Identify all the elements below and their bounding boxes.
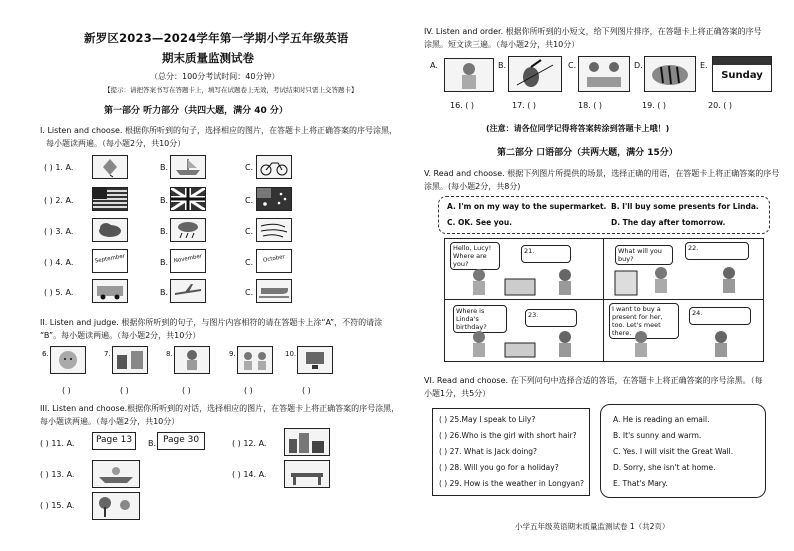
q11-label: ( ) 11. A. — [40, 439, 75, 448]
sunday-calendar — [712, 56, 772, 92]
usa-flag-picture — [92, 187, 128, 211]
q1-c-label: C. — [245, 163, 254, 172]
rainy-picture — [170, 218, 206, 242]
s3-instruction-2: 每小题读两遍。（每小题2分，共10分） — [40, 417, 180, 426]
s4-e-label: E. — [700, 61, 708, 70]
q8-number: 8. — [166, 350, 173, 358]
q4-c-label: C. — [245, 258, 254, 267]
s4-a-label: A. — [430, 61, 438, 70]
girl-reading-picture — [174, 346, 210, 374]
q19-blank: 19. ( ) — [642, 101, 667, 110]
q17-blank: 17. ( ) — [512, 101, 537, 110]
page-30-card — [157, 432, 205, 450]
q7-number: 7. — [104, 350, 111, 358]
november-card — [170, 249, 206, 273]
bubble-where-birthday: Where is Linda's birthday? — [453, 305, 507, 333]
kite-picture — [92, 155, 128, 179]
q11-b-label: B. — [148, 439, 157, 448]
cloudy-picture — [92, 218, 128, 242]
city-picture — [284, 428, 330, 456]
uk-flag-picture — [170, 187, 206, 211]
kids-drawing-picture — [578, 56, 630, 92]
plane-picture — [170, 279, 206, 303]
q3-label: ( ) 3. A. — [44, 227, 74, 236]
q13-label: ( ) 13. A. — [40, 470, 75, 479]
september-card-label: September — [94, 253, 126, 265]
s5-option-d: D. The day after tomorrow. — [611, 218, 726, 227]
bubble-number-24: 24. — [692, 309, 703, 317]
s6-questions-box — [432, 408, 590, 496]
q2-label: ( ) 2. A. — [44, 196, 74, 205]
boat-picture — [170, 155, 206, 179]
q4-label: ( ) 4. A. — [44, 258, 74, 267]
q28: ( ) 28. Will you go for a holiday? — [439, 463, 559, 472]
bubble-want-present: I want to buy a present for her, too. Let's meet there. — [609, 303, 679, 339]
q20-blank: 20. ( ) — [708, 101, 733, 110]
q14-label: ( ) 14. A. — [232, 470, 267, 479]
street-picture — [112, 346, 148, 374]
s5-option-c: C. OK. See you. — [447, 218, 513, 227]
part1-heading: 第一部分 听力部分（共四大题，满分 40 分） — [104, 106, 288, 116]
page-30-label: Page 30 — [162, 435, 200, 445]
sunday-label: Sunday — [721, 70, 763, 81]
tiger-picture — [644, 56, 696, 92]
q8-blank: ( ) — [182, 386, 191, 395]
october-card — [256, 249, 292, 273]
q15-label: ( ) 15. A. — [40, 501, 75, 510]
q3-c-label: C. — [245, 227, 254, 236]
kids-playing-picture — [237, 346, 273, 374]
q6-number: 6. — [42, 350, 49, 358]
comic-divider-v — [603, 239, 604, 361]
s3-instruction: III. Listen and choose.根据你所听到的对话，选择相应的图片，在答题卡上将正确答案的序号涂黑， — [40, 404, 400, 413]
q9-number: 9. — [229, 350, 236, 358]
bus-picture — [92, 279, 128, 303]
girl-face-picture — [50, 346, 86, 374]
answer-bubble-23 — [525, 309, 577, 327]
windy-picture — [256, 218, 292, 242]
comic-strip — [444, 238, 764, 362]
answer-c: C. Yes. I will visit the Great Wall. — [613, 447, 734, 456]
answer-a: A. He is reading an email. — [613, 415, 710, 424]
desk-picture — [284, 460, 330, 488]
bubble-number-21: 21. — [524, 247, 535, 255]
november-card-label: November — [173, 253, 203, 265]
bubble-hello-lucy: Hello, Lucy! Where are you? — [450, 242, 500, 270]
q3-b-label: B. — [160, 227, 169, 236]
q5-label: ( ) 5. A. — [44, 288, 74, 297]
park-picture — [92, 492, 140, 520]
s1-instruction-2: 每小题读两遍。（每小题2分，共10分） — [46, 139, 186, 148]
q12-label: ( ) 12. A. — [232, 439, 267, 448]
s4-b-label: B. — [498, 61, 507, 70]
q26: ( ) 26.Who is the girl with short hair? — [439, 431, 577, 440]
q10-number: 10. — [285, 350, 297, 358]
s5-option-b: B. I'll buy some presents for Linda. — [611, 202, 759, 211]
q18-blank: 18. ( ) — [578, 101, 603, 110]
bubble-what-buy: What will you buy? — [615, 245, 673, 265]
q1-label: ( ) 1. A. — [44, 163, 74, 172]
q2-b-label: B. — [160, 196, 169, 205]
answer-e: E. That's Mary. — [613, 479, 668, 488]
s6-instruction: VI. Read and choose. 在下列问句中选择合适的答语，在答题卡上将正确答案的序号涂黑。（每 — [424, 376, 763, 385]
answer-sheet-notice: (注意：请各位同学记得将答案转涂到答题卡上哦！) — [486, 124, 670, 133]
s5-options-box — [438, 196, 770, 234]
s4-d-label: D. — [634, 61, 643, 70]
train-picture — [256, 279, 292, 303]
notice: 【提示：请把答案书写在答题卡上，填写在试题卷上无效，考试结束时只需上交答题卡】 — [104, 86, 358, 94]
panel4-scene — [611, 329, 759, 359]
panel2-scene — [611, 263, 759, 297]
boy-singing-picture — [444, 58, 494, 92]
q2-c-label: C. — [245, 196, 254, 205]
panel1-scene — [465, 265, 595, 297]
q10-blank: ( ) — [302, 386, 311, 395]
q29: ( ) 29. How is the weather in Longyan? — [439, 479, 585, 488]
bubble-number-22: 22. — [688, 244, 699, 252]
panel3-scene — [465, 327, 595, 359]
answer-bubble-21 — [521, 245, 571, 263]
computer-picture — [297, 346, 333, 374]
s4-c-label: C. — [568, 61, 577, 70]
part2-heading: 第二部分 口语部分（共两大题，满分 15分） — [497, 148, 678, 158]
q5-c-label: C. — [245, 288, 254, 297]
s5-instruction: V. Read and choose. 根据下列图片所提供的场景，选择正确的用语，在答题卡上将正确答案的序号 — [424, 169, 780, 178]
october-card-label: October — [262, 254, 286, 264]
s4-instruction: IV. Listen and order. 根据你所听到的小短文，给下列图片排序，在答题卡上将正确答案的序号 — [424, 27, 762, 36]
september-card — [92, 249, 128, 273]
s2-instruction: II. Listen and judge. 根据你所听到的句子，与图片内容相符的请在答题卡上涂“A”，不符的请涂 — [40, 318, 383, 327]
bicycle-picture — [256, 155, 292, 179]
answer-b: B. It's sunny and warm. — [613, 431, 702, 440]
answer-bubble-22 — [685, 242, 749, 260]
comic-divider-h — [445, 299, 763, 300]
s2-instruction-2: “B”。每小题读两遍。（每小题2分，共10分） — [40, 331, 201, 340]
s1-instruction: I. Listen and choose. 根据你所听到的句子，选择相应的图片，在答题卡上将正确答案的序号涂黑， — [40, 126, 397, 135]
q6-blank: ( ) — [62, 386, 71, 395]
violin-picture — [508, 56, 562, 92]
bubble-number-23: 23. — [528, 311, 539, 319]
page-13-label: Page 13 — [95, 435, 133, 445]
page-13-card — [92, 432, 136, 450]
q5-b-label: B. — [160, 288, 169, 297]
answer-bubble-24 — [689, 307, 751, 325]
score-time: （总分：100分考试时间：40分钟） — [150, 72, 280, 81]
s4-instruction-2: 涂黑。短文读三遍。（每小题2分，共10分） — [424, 40, 580, 49]
s6-instruction-2: 小题1分，共5分） — [424, 389, 491, 398]
q27: ( ) 27. What is Jack doing? — [439, 447, 537, 456]
s5-instruction-2: 涂黑。(每小题2分，共8分) — [424, 182, 521, 191]
s5-option-a: A. I'm on my way to the supermarket. — [447, 202, 607, 211]
q7-blank: ( ) — [120, 386, 129, 395]
q1-b-label: B. — [160, 163, 169, 172]
q9-blank: ( ) — [244, 386, 253, 395]
page-footer: 小学五年级英语期末质量监测试卷 1（共2页） — [515, 522, 670, 531]
q16-blank: 16. ( ) — [450, 101, 475, 110]
boat-trip-picture — [92, 460, 140, 488]
australia-flag-picture — [256, 187, 292, 211]
answer-d: D. Sorry, she isn't at home. — [613, 463, 716, 472]
q4-b-label: B. — [160, 258, 169, 267]
calendar-rings — [713, 57, 771, 65]
exam-title-line1: 新罗区2023—2024学年第一学期小学五年级英语 — [84, 31, 349, 45]
exam-title-line2: 期末质量监测试卷 — [162, 51, 254, 65]
s6-answers-box — [600, 404, 766, 498]
q25: ( ) 25.May I speak to Lily? — [439, 415, 536, 424]
